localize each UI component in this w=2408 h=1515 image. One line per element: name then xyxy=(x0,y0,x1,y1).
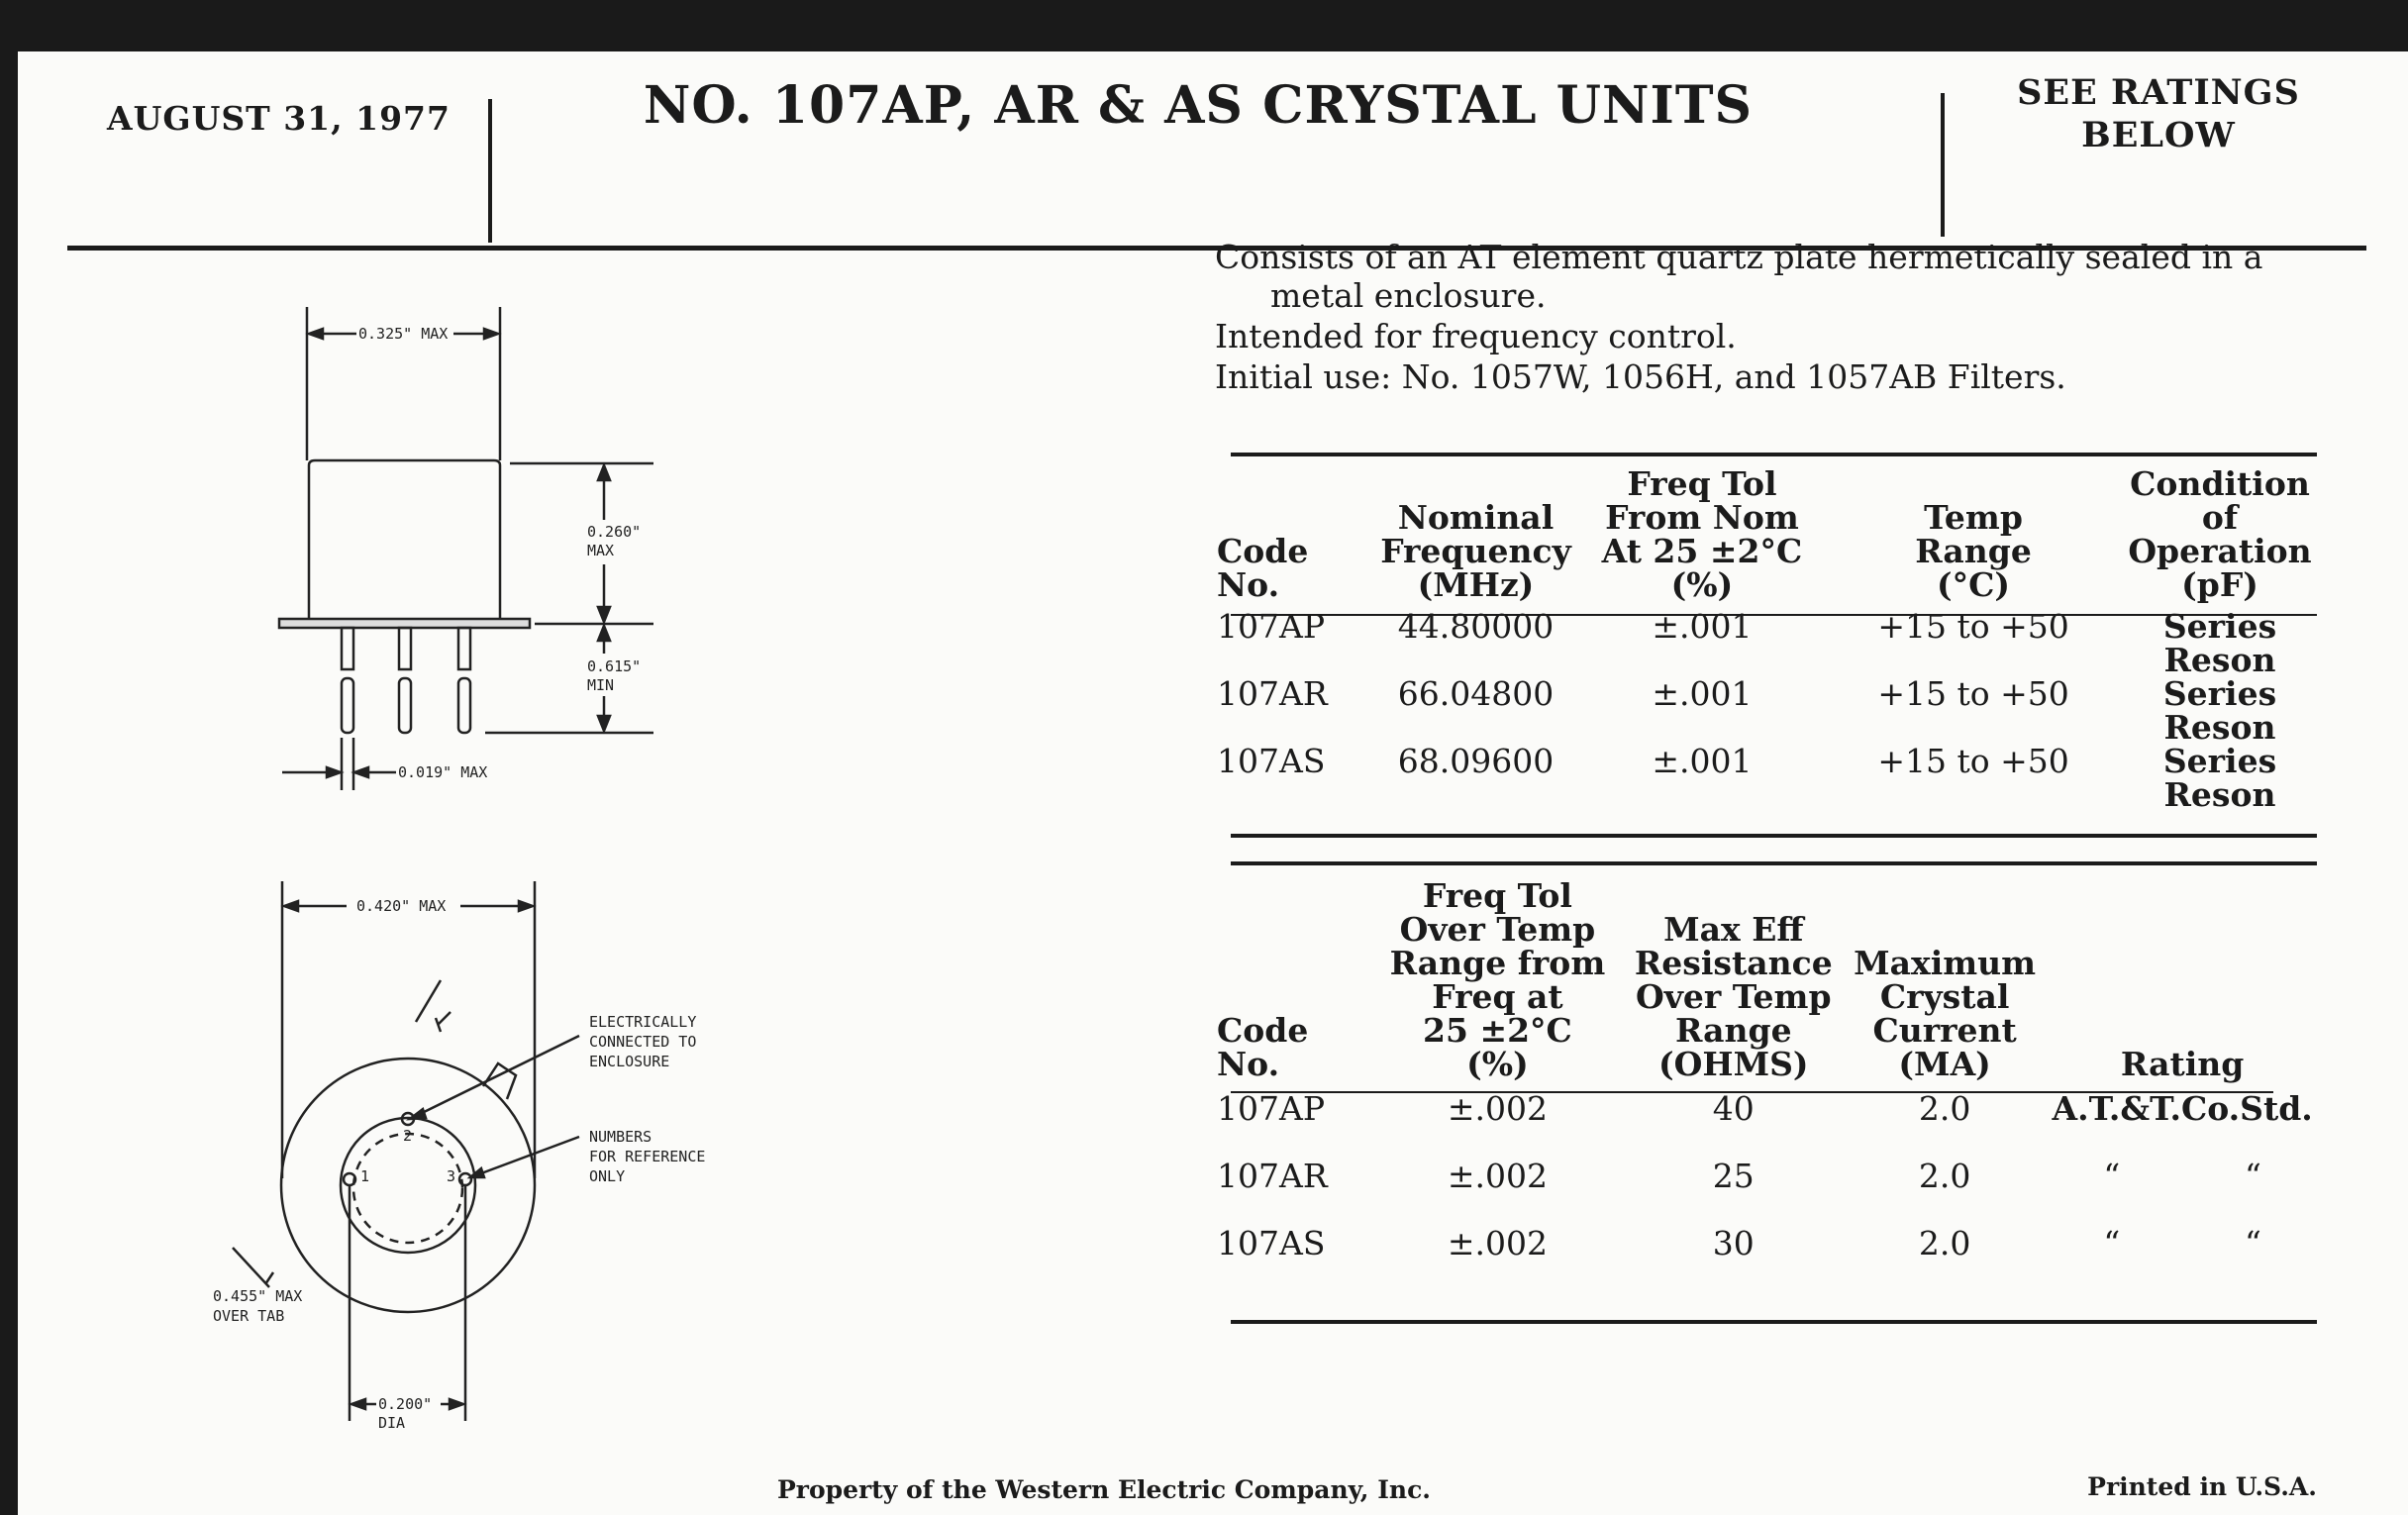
t2-h-res-1: Resistance xyxy=(1634,944,1833,982)
t2-cell-code: 107AR xyxy=(1217,1157,1328,1195)
t1-h-temp-0: Temp xyxy=(1924,498,2023,537)
ratings-note xyxy=(1936,71,2381,156)
table2-bottom-rule xyxy=(1231,1320,2317,1324)
ratings-note-line2: BELOW xyxy=(2081,115,2236,155)
t2-cell-rating: A.T.&T.Co.Std. xyxy=(2052,1089,2313,1128)
t2-cell-tol: ±.002 xyxy=(1447,1224,1548,1262)
t1-h-temp-2: (°C) xyxy=(1937,565,2011,604)
t1-cell-tol: ±.001 xyxy=(1652,607,1753,646)
t2-h-tol-2: Range from xyxy=(1389,944,1606,982)
table-row xyxy=(1213,677,2317,745)
t1-cell-code: 107AP xyxy=(1217,607,1326,646)
date-label: AUGUST 31, 1977 xyxy=(107,99,451,138)
t1-h-tol-2: At 25 ±2°C xyxy=(1601,532,1803,570)
description-line-3: Initial use: No. 1057W, 1056H, and 1057AB Filters. xyxy=(1215,357,2066,396)
t2-cell-cur: 2.0 xyxy=(1918,1157,1971,1195)
description-line-1a: Consists of an AT element quartz plate hermetically sealed in a xyxy=(1215,238,2263,276)
t1-cond-line1: Series xyxy=(2162,674,2277,713)
t2-h-cur-1: Crystal xyxy=(1879,977,2010,1016)
dim-tab-2: OVER TAB xyxy=(213,1307,285,1325)
t1-h-cond-3: (pF) xyxy=(2181,565,2258,604)
note-numbers-1: NUMBERS xyxy=(589,1128,652,1146)
t1-h-cond-0: Condition xyxy=(2130,464,2310,503)
page-title: NO. 107AP, AR & AS CRYSTAL UNITS xyxy=(643,75,1754,136)
note-numbers-3: ONLY xyxy=(589,1167,626,1185)
table2-top-rule xyxy=(1231,861,2317,865)
t2-cell-rating: “ “ xyxy=(2103,1224,2261,1262)
dim-width-bottom: 0.420" MAX xyxy=(356,897,447,915)
t2-cell-tol: ±.002 xyxy=(1447,1157,1548,1195)
t1-cond-line2: Reson xyxy=(2163,708,2276,747)
t2-h-tol-1: Over Temp xyxy=(1399,910,1596,949)
t1-h-tol-3: (%) xyxy=(1670,565,1734,604)
table-row xyxy=(1213,745,2317,812)
t1-h-code-1: No. xyxy=(1217,565,1280,604)
t1-h-cond-1: of xyxy=(2201,498,2239,537)
t1-cell-freq: 66.04800 xyxy=(1397,674,1555,713)
t2-h-tol-3: Freq at xyxy=(1432,977,1563,1016)
t2-h-tol-4: 25 ±2°C xyxy=(1423,1011,1572,1050)
t1-cond-line2: Reson xyxy=(2163,641,2276,679)
t1-cond-line1: Series xyxy=(2162,607,2277,646)
t1-header-cond xyxy=(2123,464,2317,610)
table1-header-row xyxy=(1213,467,2317,610)
t1-cell-code: 107AR xyxy=(1217,674,1328,713)
t2-header-res xyxy=(1626,879,1842,1089)
t1-h-temp-1: Range xyxy=(1915,532,2032,570)
t2-cell-res: 25 xyxy=(1712,1157,1755,1195)
t1-h-freq-1: Frequency xyxy=(1380,532,1571,570)
table-row xyxy=(1213,1224,2317,1291)
t2-header-code xyxy=(1213,879,1369,1089)
dim-lead-2: MIN xyxy=(587,676,615,694)
t2-cell-res: 30 xyxy=(1712,1224,1755,1262)
dim-lead-dia: 0.019" MAX xyxy=(398,763,488,781)
note-connected-3: ENCLOSURE xyxy=(589,1053,670,1070)
table1-bottom-rule xyxy=(1231,834,2317,838)
pin-2-label: 2 xyxy=(403,1127,413,1145)
table-row xyxy=(1213,610,2317,677)
description xyxy=(1215,238,2334,396)
t1-cell-code: 107AS xyxy=(1217,742,1326,780)
dim-tab-1: 0.455" MAX xyxy=(213,1287,303,1305)
ratings-note-line1: SEE RATINGS xyxy=(2017,72,2300,113)
crystal-unit-drawing xyxy=(188,297,802,1456)
t1-header-code xyxy=(1213,467,1371,610)
t2-h-res-4: (OHMS) xyxy=(1658,1045,1809,1083)
t1-header-tol xyxy=(1580,464,1824,610)
description-line-1b: metal enclosure. xyxy=(1270,276,1547,315)
t1-h-code-0: Code xyxy=(1217,532,1309,570)
property-notice: Property of the Western Electric Company, Inc. xyxy=(776,1475,1431,1504)
dim-height-2: MAX xyxy=(587,542,615,559)
t2-cell-code: 107AS xyxy=(1217,1224,1326,1262)
t1-cell-cond xyxy=(2123,607,2317,679)
t1-cell-temp: +15 to +50 xyxy=(1877,607,2069,646)
note-connected-2: CONNECTED TO xyxy=(589,1033,697,1051)
note-connected-1: ELECTRICALLY xyxy=(589,1013,697,1031)
dim-width-top: 0.325" MAX xyxy=(358,325,449,343)
dim-lead-1: 0.615" xyxy=(587,657,642,675)
t1-cond-line1: Series xyxy=(2162,742,2277,780)
t2-h-cur-3: (MA) xyxy=(1898,1045,1991,1083)
t1-cell-cond xyxy=(2123,742,2317,814)
t1-cell-freq: 68.09600 xyxy=(1397,742,1555,780)
t2-h-tol-0: Freq Tol xyxy=(1422,876,1572,915)
t2-h-res-0: Max Eff xyxy=(1663,910,1804,949)
t2-h-code-1: No. xyxy=(1217,1045,1280,1083)
t1-header-temp xyxy=(1824,467,2123,610)
t1-cell-tol: ±.001 xyxy=(1652,674,1753,713)
table1-top-rule xyxy=(1231,453,2317,456)
note-numbers-2: FOR REFERENCE xyxy=(589,1148,706,1165)
description-line-2: Intended for frequency control. xyxy=(1215,317,1737,355)
t2-cell-code: 107AP xyxy=(1217,1089,1326,1128)
t2-cell-rating: “ “ xyxy=(2103,1157,2261,1195)
t2-cell-cur: 2.0 xyxy=(1918,1224,1971,1262)
dim-height-1: 0.260" xyxy=(587,523,642,541)
t1-cond-line2: Reson xyxy=(2163,775,2276,814)
t1-h-tol-0: Freq Tol xyxy=(1627,464,1777,503)
t1-h-freq-2: (MHz) xyxy=(1417,565,1535,604)
table-ratings xyxy=(1213,876,2317,1291)
t2-h-res-3: Range xyxy=(1674,1011,1792,1050)
t2-cell-cur: 2.0 xyxy=(1918,1089,1971,1128)
t1-cell-tol: ±.001 xyxy=(1652,742,1753,780)
t1-cell-freq: 44.80000 xyxy=(1397,607,1555,646)
t1-cell-cond xyxy=(2123,674,2317,747)
t2-h-code-0: Code xyxy=(1217,1011,1309,1050)
t2-h-cur-0: Maximum xyxy=(1854,944,2037,982)
t2-h-cur-2: Current xyxy=(1872,1011,2017,1050)
t1-h-freq-0: Nominal xyxy=(1397,498,1555,537)
table-row xyxy=(1213,1089,2317,1157)
t1-cell-temp: +15 to +50 xyxy=(1877,674,2069,713)
table-nominal xyxy=(1213,464,2317,814)
t1-header-freq xyxy=(1371,467,1580,610)
printed-notice: Printed in U.S.A. xyxy=(2087,1472,2317,1501)
pin-1-label: 1 xyxy=(360,1167,370,1185)
t2-h-res-2: Over Temp xyxy=(1636,977,1832,1016)
t2-header-tol xyxy=(1369,876,1625,1089)
t1-h-cond-2: Operation xyxy=(2128,532,2312,570)
table-row xyxy=(1213,1157,2317,1224)
table2-header-row xyxy=(1213,879,2317,1089)
t2-header-cur xyxy=(1842,879,2048,1089)
pin-3-label: 3 xyxy=(447,1167,456,1185)
t2-h-rating-0: Rating xyxy=(2120,1045,2245,1083)
t1-h-tol-1: From Nom xyxy=(1605,498,1799,537)
t2-header-rating xyxy=(2048,879,2317,1089)
t1-cell-temp: +15 to +50 xyxy=(1877,742,2069,780)
t2-h-tol-5: (%) xyxy=(1466,1045,1529,1083)
dim-pin-circle-2: DIA xyxy=(378,1414,406,1432)
t2-cell-res: 40 xyxy=(1712,1089,1755,1128)
t2-cell-tol: ±.002 xyxy=(1447,1089,1548,1128)
dim-pin-circle-1: 0.200" xyxy=(378,1395,433,1413)
